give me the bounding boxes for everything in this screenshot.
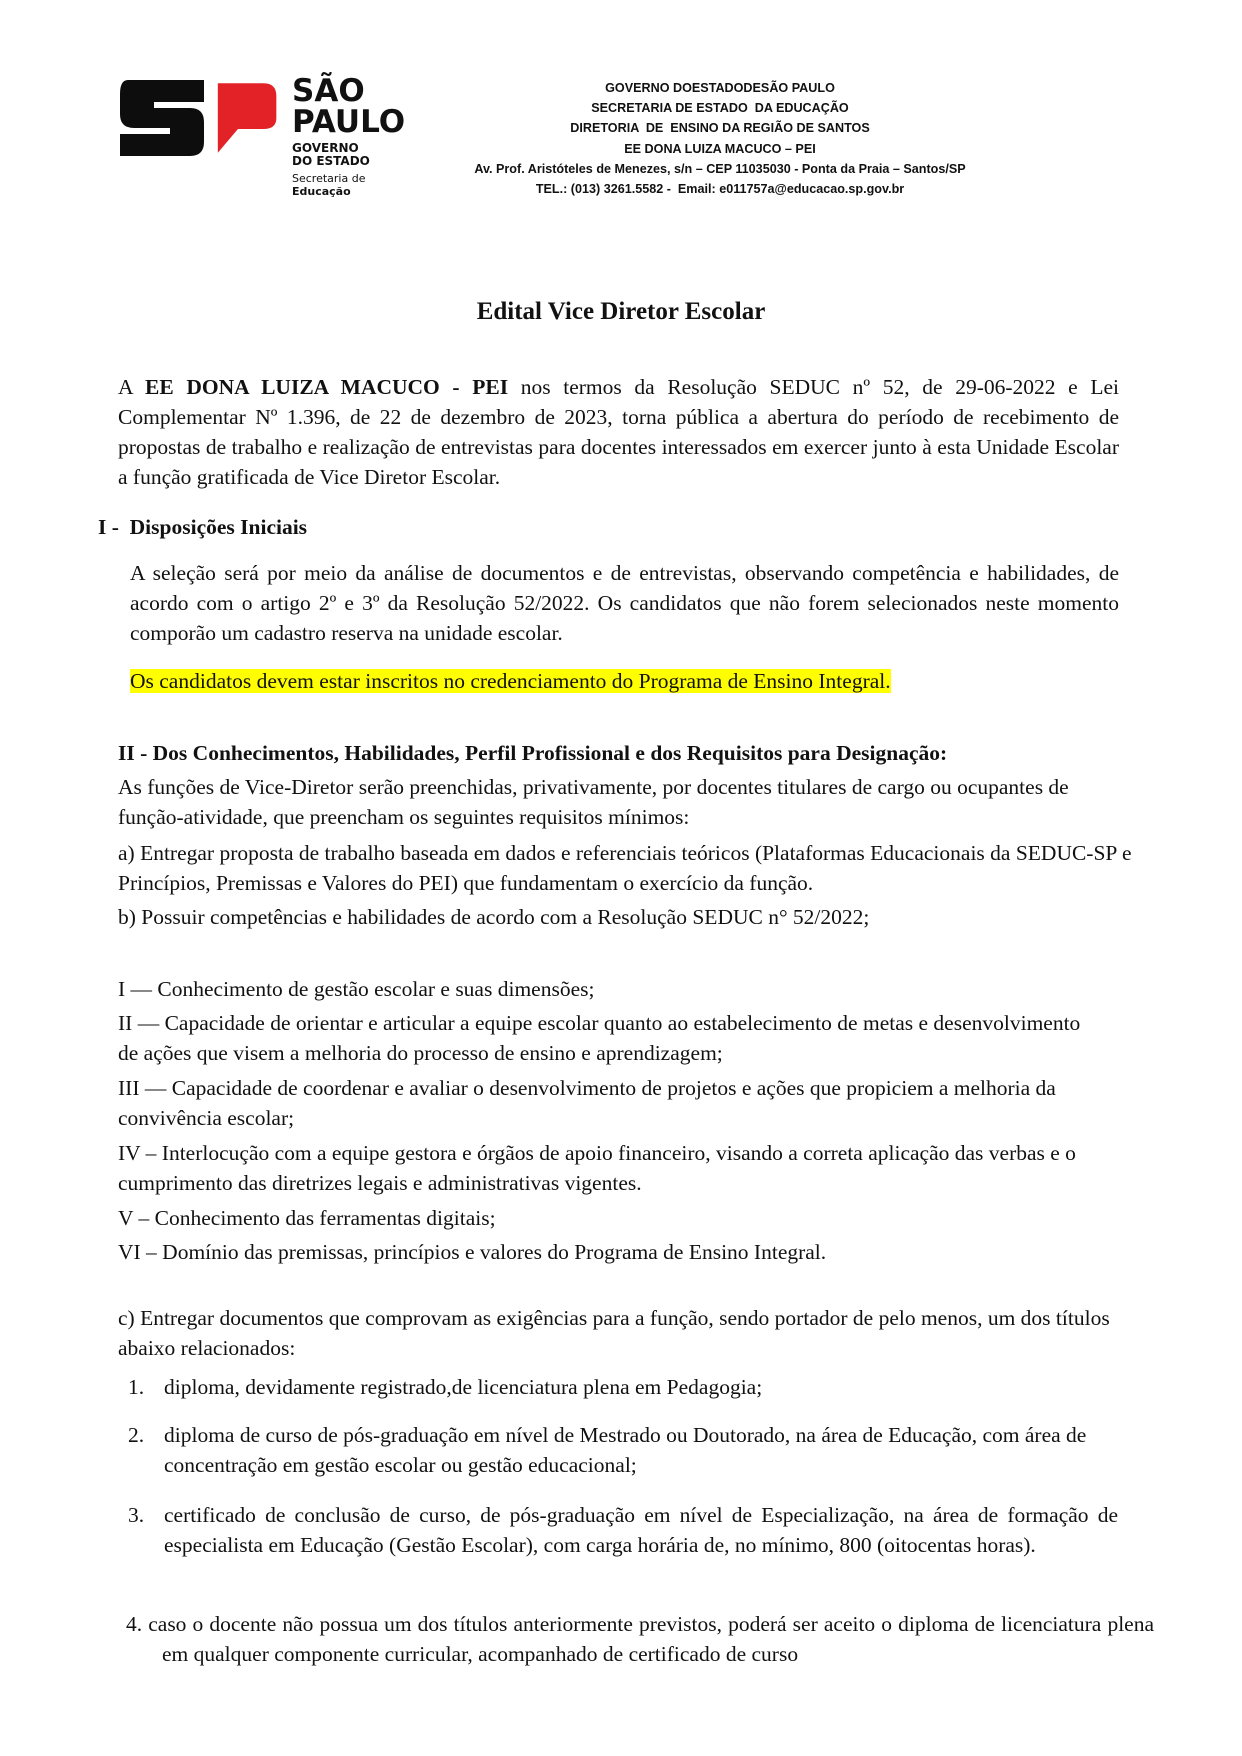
letterhead-line: EE DONA LUIZA MACUCO – PEI [624,141,816,156]
letterhead-address: Av. Prof. Aristóteles de Menezes, s/n – CEP 11035030 - Ponta da Praia – Santos/SP [474,161,966,176]
logo-paulo: PAULO [292,104,406,140]
list-text: certificado de conclusão de curso, de pós-graduação em nível de Especialização, na área de formação de especialista em Educação (Gestão Escolar), com carga horária de, no mínimo, 800 (oitocentas horas). [164,1503,1118,1557]
intro-paragraph [118,372,1119,492]
requirement-c: c) Entregar documentos que comprovam as exigências para a função, sendo portador de pelo menos, um dos títulos abaixo relacionados: [118,1306,1110,1360]
competency-item: I — Conhecimento de gestão escolar e suas dimensões; [118,977,595,1001]
document-title: Edital Vice Diretor Escolar [476,298,766,325]
letterhead [430,78,1010,199]
letterhead-line: SECRETARIA DE ESTADO DA EDUCAÇÃO [591,101,849,116]
list-text: diploma de curso de pós-graduação em nível de Mestrado ou Doutorado, na área de Educação, com área de concentração em gestão escolar ou gestão educacional; [164,1423,1087,1477]
list-number: 4. [126,1612,143,1636]
section-2-heading: II - Dos Conhecimentos, Habilidades, Perfil Profissional e dos Requisitos para Designação: [118,741,948,765]
list-number: 2. [128,1423,145,1447]
title-list-item [128,1372,1118,1402]
section-1-heading: I - Disposições Iniciais [98,515,308,539]
intro-prefix: A [118,375,145,399]
list-text: caso o docente não possua um dos títulos anteriormente previstos, poderá ser aceito o diploma de licenciatura plena em qualquer componente curricular, acompanhado de certificado de curso [148,1612,1155,1666]
letterhead-line: DIRETORIA DE ENSINO DA REGIÃO DE SANTOS [570,121,870,136]
logo-secretaria: Secretaria de [292,172,366,185]
section-1-highlight [130,666,1119,696]
competency-item: V – Conhecimento das ferramentas digitais; [118,1206,496,1230]
requirement-a: a) Entregar proposta de trabalho baseada em dados e referenciais teóricos (Plataformas Educacionais da SEDUC-SP e Princípios, Premissas e Valores do PEI) que fundamentam o exercício da função. [118,841,1132,895]
logo-wordmark [292,73,406,198]
list-text: diploma, devidamente registrado,de licenciatura plena em Pedagogia; [164,1375,763,1399]
letterhead-line: GOVERNO DOESTADODESÃO PAULO [605,81,835,95]
section-2-intro: As funções de Vice-Diretor serão preenchidas, privativamente, por docentes titulares de cargo ou ocupantes de função-atividade, que preencham os seguintes requisitos mínimos: [118,775,1069,829]
title-list-item [126,1609,1154,1669]
logo-educacao: Educação [292,185,351,198]
competency-item: III — Capacidade de coordenar e avaliar o desenvolvimento de projetos e ações que propiciem a melhoria da convivência escolar; [118,1076,1056,1130]
logo-sao: SÃO [292,73,365,109]
logo-do-estado: DO ESTADO [292,154,370,168]
title-list-item [128,1500,1118,1560]
title-list-item [128,1420,1123,1480]
sao-paulo-government-logo [120,73,406,206]
letterhead-contact: TEL.: (013) 3261.5582 - Email: e011757a@educacao.sp.gov.br [535,182,905,197]
competency-item: IV – Interlocução com a equipe gestora e órgãos de apoio financeiro, visando a correta aplicação das verbas e o cumprimento das diretrizes legais e administrativas vigentes. [118,1141,1076,1195]
requirement-b: b) Possuir competências e habilidades de acordo com a Resolução SEDUC n° 52/2022; [118,905,870,929]
competency-item: II — Capacidade de orientar e articular a equipe escolar quanto ao estabelecimento de metas e desenvolvimento de ações que visem a melhoria do processo de ensino e aprendizagem; [118,1011,1081,1065]
logo-governo: GOVERNO [292,141,359,155]
section-1-paragraph: A seleção será por meio da análise de documentos e de entrevistas, observando competência e habilidades, de acordo com o artigo 2º e 3º da Resolução 52/2022. Os candidatos que não forem selecionados neste momento comporão um cadastro reserva na unidade escolar. [130,561,1119,645]
highlighted-requirement: Os candidatos devem estar inscritos no credenciamento do Programa de Ensino Integral. [130,669,891,693]
list-number: 1. [128,1375,145,1399]
intro-text: nos termos da Resolução SEDUC nº 52, de 29-06-2022 e Lei Complementar Nº 1.396, de 22 de dezembro de 2023, torna pública a abertura do período de recebimento de propostas de trabalho e realização de entrevistas para docentes interessados em exercer junto à esta Unidade Escolar a função gratificada de Vice Diretor Escolar. [118,375,1119,489]
sp-p-logo-mark [216,78,280,158]
competency-item: VI – Domínio das premissas, princípios e valores do Programa de Ensino Integral. [118,1240,827,1264]
list-number: 3. [128,1503,145,1527]
school-name: EE DONA LUIZA MACUCO - PEI [145,375,509,399]
sp-s-logo-mark [120,80,224,156]
